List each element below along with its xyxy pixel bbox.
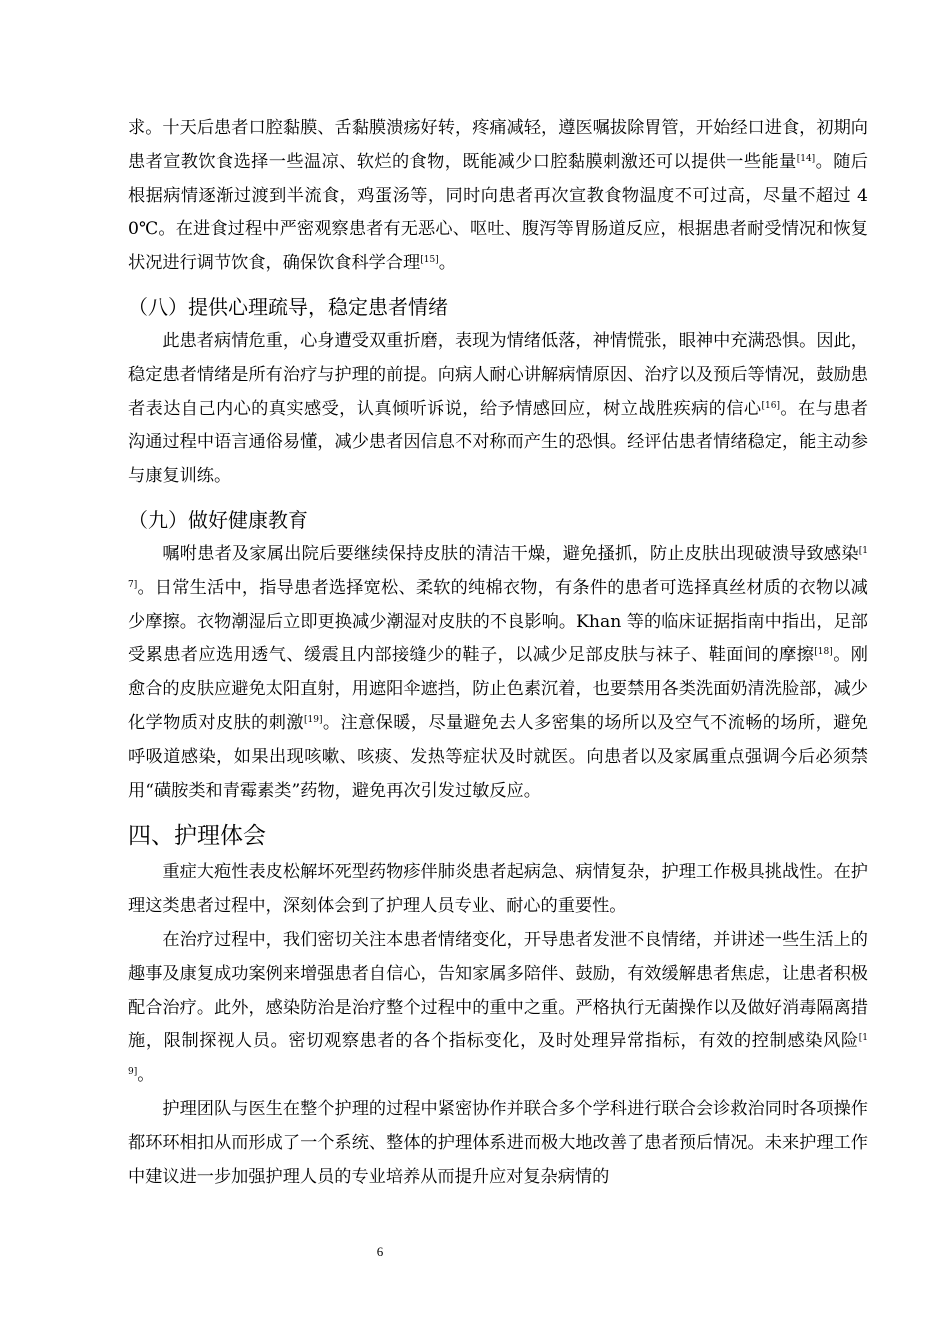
paragraph-text: 。刚愈合的皮肤应避免太阳直射，用遮阳伞遮挡，防止色素沉着，也要禁用各类洗面奶清洗脸部，减少化学物质对皮肤的刺激: [128, 645, 868, 733]
paragraph-text: 。随后根据病情逐渐过渡到半流食，鸡蛋汤等，同时向患者再次宣教食物温度不可过高，尽量不超过 40℃。在进食过程中严密观察患者有无恶心、呕吐、腹泻等胃肠道反应，根据患者耐受情况和恢复状况进行调节饮食，确保饮食科学合理: [128, 151, 868, 274]
section-heading-health-education: （九）做好健康教育: [128, 507, 308, 532]
chapter-heading-nursing-experience: 四、护理体会: [128, 823, 266, 850]
paragraph-text: 嘱咐患者及家属出院后要继续保持皮肤的清洁干燥，避免搔抓，防止皮肤出现破溃导致感染: [162, 543, 859, 564]
paragraph-text: 。: [137, 1065, 155, 1086]
paragraph-text: 求。十天后患者口腔黏膜、舌黏膜溃疡好转，疼痛减轻，遵医嘱拔除胃管，开始经口进食，初期向患者宣教饮食选择一些温凉、软烂的食物，既能减少口腔黏膜刺激还可以提供一些能量: [128, 118, 868, 172]
citation: [19]: [303, 714, 323, 725]
paragraph-text: 。注意保暖，尽量避免去人多密集的场所以及空气不流畅的场所，避免呼吸道感染，如果出现咳嗽、咳痰、发热等症状及时就医。向患者以及家属重点强调今后必须禁用“磺胺类和青霉素类”药物，避免再次引发过敏反应。: [128, 712, 868, 801]
citation: [19]: [128, 1033, 868, 1078]
paragraph-experience-treatment: [128, 924, 868, 1093]
citation: [14]: [796, 153, 816, 164]
page-body: [128, 112, 868, 1194]
paragraph-health-education: [128, 538, 868, 808]
citation: [17]: [128, 545, 868, 590]
paragraph-experience-intro: 重症大疱性表皮松解坏死型药物疹伴肺炎患者起病急、病情复杂，护理工作极具挑战性。在护理这类患者过程中，深刻体会到了护理人员专业、耐心的重要性。: [128, 862, 868, 917]
citation: [16]: [761, 400, 780, 411]
paragraph-diet-continued: [128, 112, 868, 281]
citation: [18]: [814, 647, 833, 658]
paragraph-experience-teamwork: 护理团队与医生在整个护理的过程中紧密协作并联合多个学科进行联合会诊救治同时各项操作都环环相扣从而形成了一个系统、整体的护理体系进而极大地改善了患者预后情况。未来护理工作中建议进一步加强护理人员的专业培养从而提升应对复杂病情的: [128, 1098, 868, 1187]
paragraph-text: 此患者病情危重，心身遭受双重折磨，表现为情绪低落，神情慌张，眼神中充满恐惧。因此，稳定患者情绪是所有治疗与护理的前提。向病人耐心讲解病情原因、治疗以及预后等情况，鼓励患者表达自己内心的真实感受，认真倾听诉说，给予情感回应，树立战胜疾病的信心: [128, 330, 868, 419]
paragraph-text: 在治疗过程中，我们密切关注本患者情绪变化，开导患者发泄不良情绪，并讲述一些生活上的趣事及康复成功案例来增强患者自信心，告知家属多陪伴、鼓励，有效缓解患者焦虑，让患者积极配合治疗。此外，感染防治是治疗整个过程中的重中之重。严格执行无菌操作以及做好消毒隔离措施，限制探视人员。密切观察患者的各个指标变化，及时处理异常指标，有效的控制感染风险: [128, 929, 868, 1052]
paragraph-text: 。在与患者沟通过程中语言通俗易懂，减少患者因信息不对称而产生的恐惧。经评估患者情绪稳定，能主动参与康复训练。: [128, 398, 868, 487]
paragraph-text: 。日常生活中，指导患者选择宽松、柔软的纯棉衣物，有条件的患者可选择真丝材质的衣物以减少摩擦。衣物潮湿后立即更换减少潮湿对皮肤的不良影响。Khan 等的临床证据指南中指出，足部受累患者应选用透气、缓震且内部接缝少的鞋子，以减少足部皮肤与袜子、鞋面间的摩擦: [128, 577, 868, 666]
paragraph-text: 。: [438, 253, 456, 274]
paragraph-psychological-care: [128, 325, 868, 494]
section-heading-psychological-care: （八）提供心理疏导，稳定患者情绪: [128, 294, 448, 319]
citation: [15]: [420, 255, 439, 266]
page-number: 6: [376, 1244, 384, 1259]
